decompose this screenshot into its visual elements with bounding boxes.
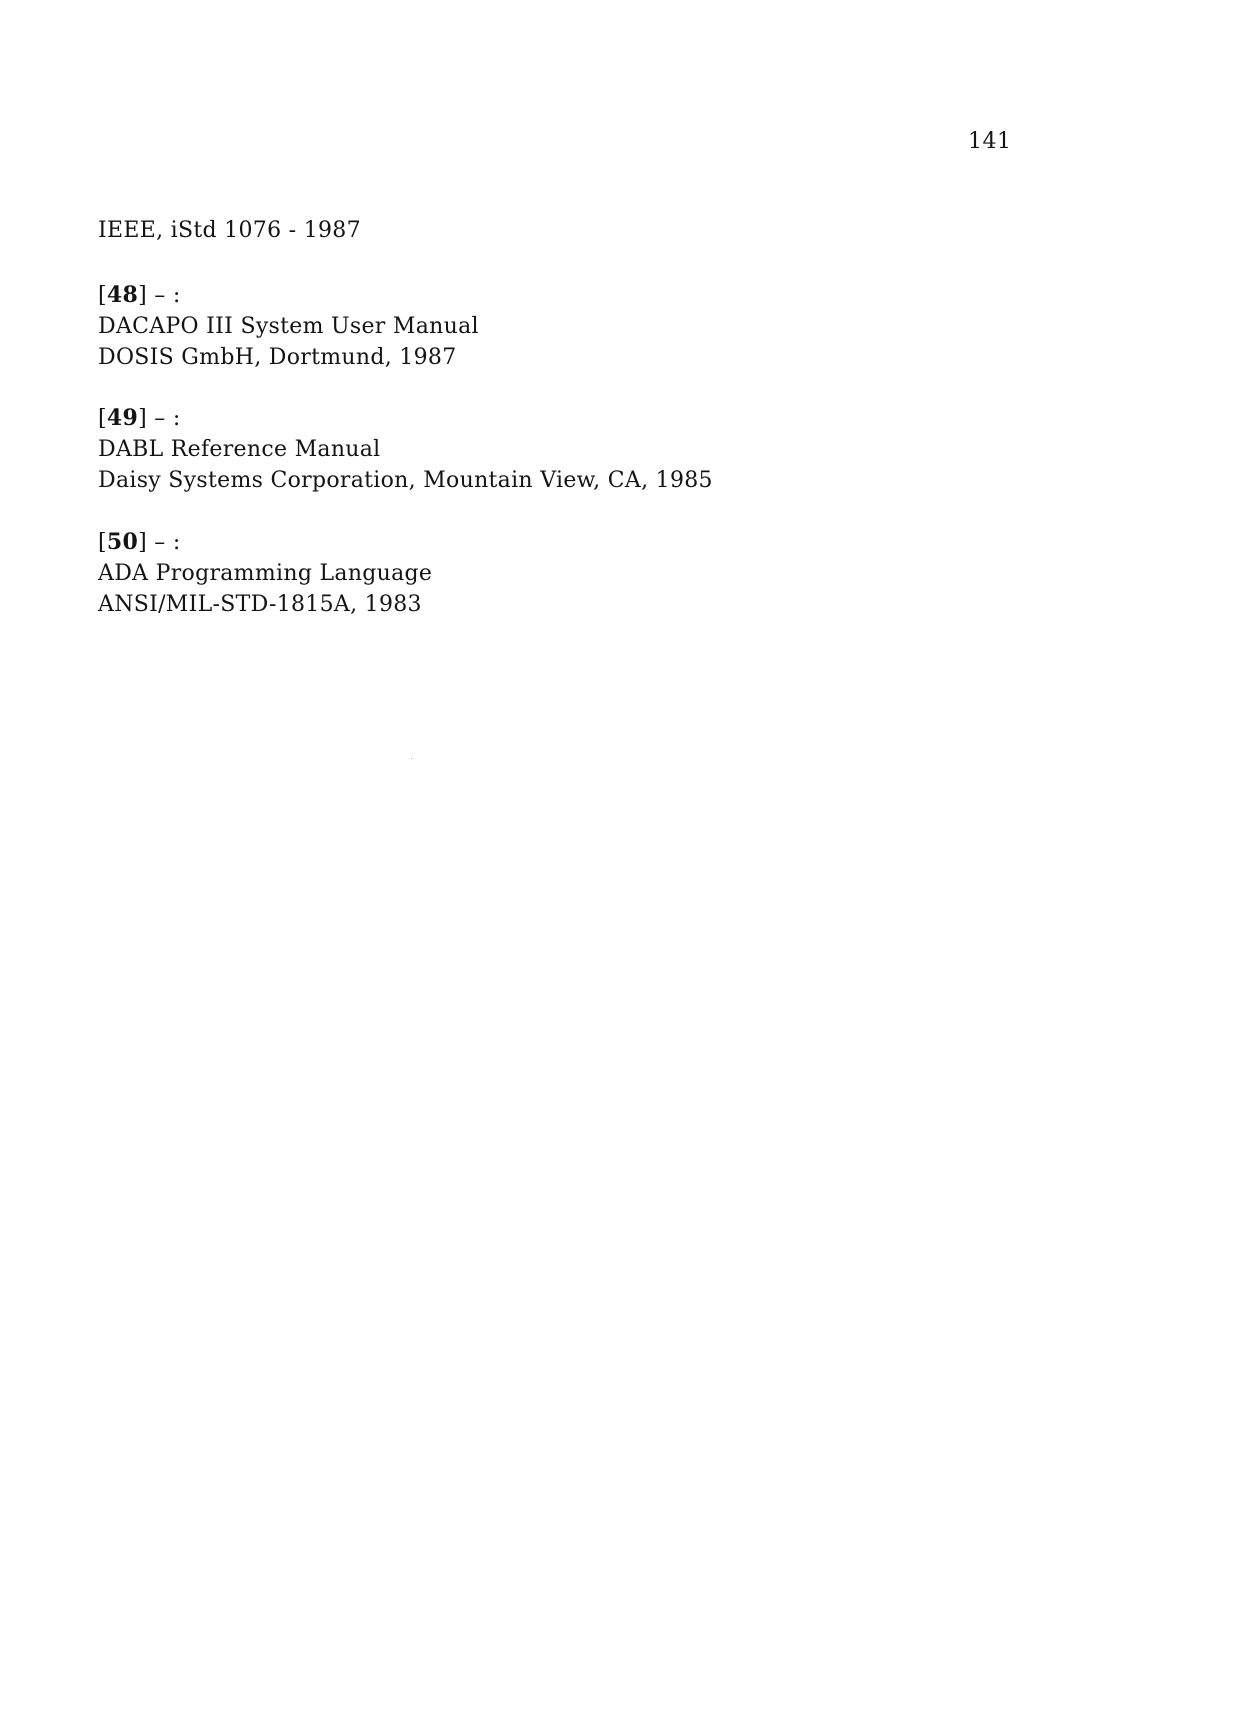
reference-title: ADA Programming Language bbox=[98, 561, 433, 586]
reference-bracket-close: ] bbox=[138, 283, 147, 308]
reference-number: 48 bbox=[106, 282, 139, 308]
reference-number: 50 bbox=[106, 529, 139, 555]
reference-separator: – : bbox=[147, 406, 181, 431]
reference-bracket-close: ] bbox=[138, 406, 147, 431]
scan-speck bbox=[411, 758, 412, 759]
reference-entry bbox=[98, 280, 479, 373]
continued-reference-line: IEEE, iStd 1076 - 1987 bbox=[98, 218, 361, 243]
reference-entry bbox=[98, 527, 432, 620]
page-number: 141 bbox=[968, 129, 1012, 154]
reference-title: DABL Reference Manual bbox=[98, 437, 381, 462]
reference-publisher: ANSI/MIL-STD-1815A, 1983 bbox=[98, 592, 422, 617]
reference-bracket-open: [ bbox=[98, 406, 107, 431]
reference-bracket-close: ] bbox=[138, 530, 147, 555]
reference-label bbox=[98, 280, 479, 311]
reference-bracket-open: [ bbox=[98, 283, 107, 308]
reference-label bbox=[98, 527, 432, 558]
reference-entry bbox=[98, 403, 713, 496]
reference-bracket-open: [ bbox=[98, 530, 107, 555]
reference-separator: – : bbox=[147, 283, 181, 308]
reference-separator: – : bbox=[147, 530, 181, 555]
reference-publisher: DOSIS GmbH, Dortmund, 1987 bbox=[98, 345, 457, 370]
reference-label bbox=[98, 403, 713, 434]
reference-number: 49 bbox=[106, 405, 139, 431]
reference-title: DACAPO III System User Manual bbox=[98, 314, 479, 339]
reference-publisher: Daisy Systems Corporation, Mountain View, CA, 1985 bbox=[98, 468, 713, 493]
